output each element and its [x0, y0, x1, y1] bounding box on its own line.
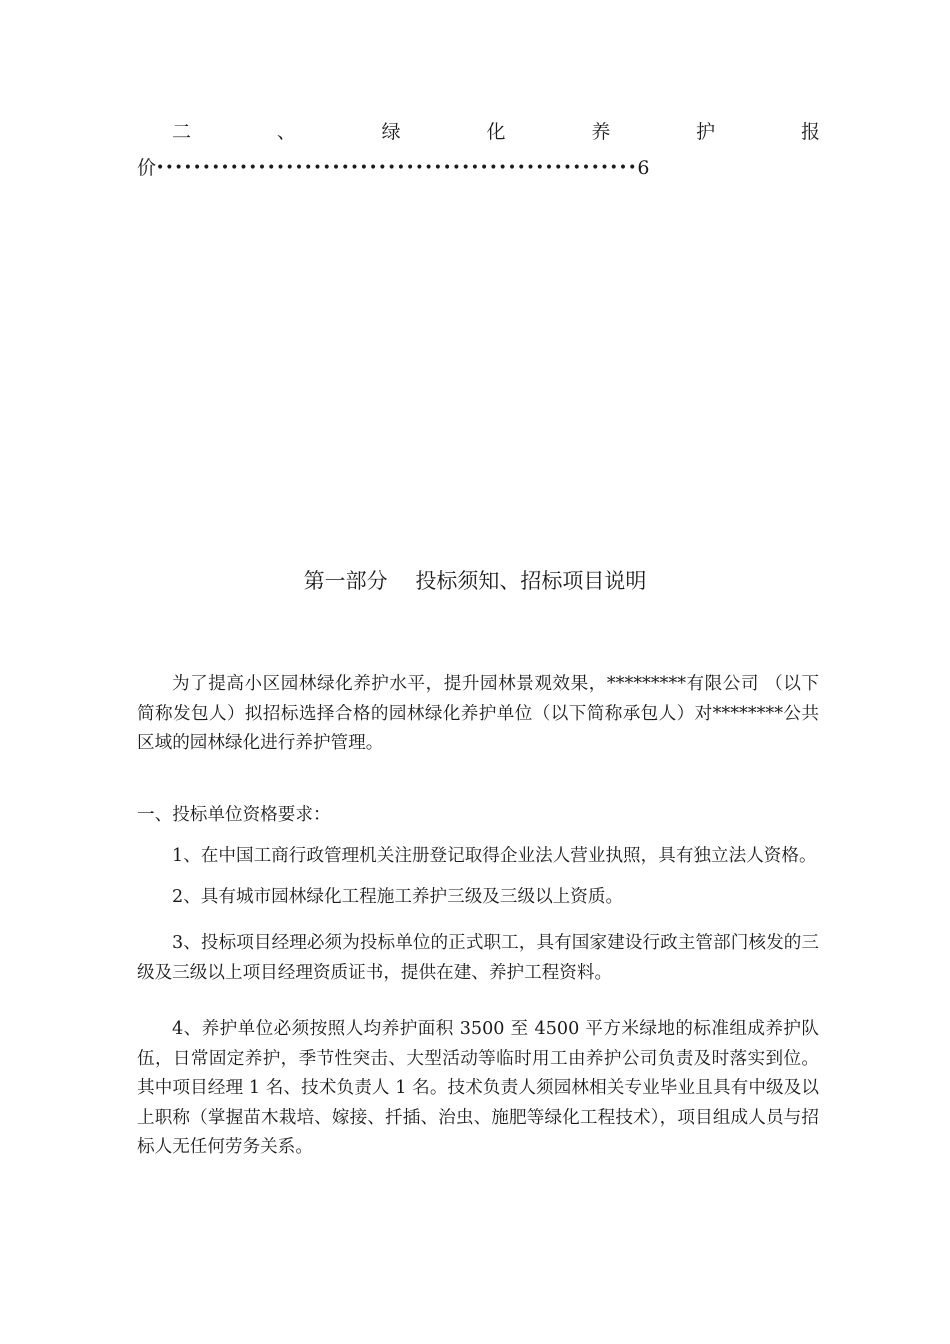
requirement-item-2: 2、具有城市园林绿化工程施工养护三级及三级以上资质。: [172, 887, 624, 907]
toc-char: 养: [591, 121, 611, 143]
requirement-item-4: 4、养护单位必须按照人均养护面积 3500 至 4500 平方米绿地的标准组成养护队伍，日常固定养护，季节性突击、大型活动等临时用工由养护公司负责及时落实到位。其中项目经理 1 名、技术负责人 1 名。技术负责人须园林相关专业毕业且具有中级及以上职称（掌握苗木栽培、嫁接、扦插、治虫、施肥等绿化工程技术），项目组成人员与招标人无任何劳务关系。: [137, 1019, 819, 1157]
toc-entry-tail: 价: [137, 157, 157, 179]
requirement-item-3: 3、投标项目经理必须为投标单位的正式职工，具有国家建设行政主管部门核发的三级及三级以上项目经理资质证书，提供在建、养护工程资料。: [137, 933, 819, 983]
part-one-heading: 第一部分 投标须知、招标项目说明: [303, 569, 647, 593]
toc-char: 、: [276, 121, 296, 143]
intro-paragraph: 为了提高小区园林绿化养护水平，提升园林景观效果，*********有限公司 （以下简称发包人）拟招标选择合格的园林绿化养护单位（以下简称承包人）对********公共区域的园林绿化进行养护管理。: [137, 674, 819, 753]
section-title-qualifications: 一、投标单位资格要求：: [137, 805, 331, 825]
toc-char: 报: [800, 121, 820, 143]
toc-leader-dots: ••••••••••••••••••••••••••••••••••••••••••••••••••••: [156, 160, 638, 176]
toc-entry-title: [172, 118, 820, 146]
toc-char: 化: [486, 121, 506, 143]
toc-page-number: 6: [637, 157, 650, 179]
requirement-item-1: 1、在中国工商行政管理机关注册登记取得企业法人营业执照，具有独立法人资格。: [172, 846, 817, 866]
toc-char: 二: [172, 121, 192, 143]
toc-entry-continuation: [137, 154, 837, 182]
toc-char: 绿: [381, 121, 401, 143]
toc-char: 护: [696, 121, 716, 143]
